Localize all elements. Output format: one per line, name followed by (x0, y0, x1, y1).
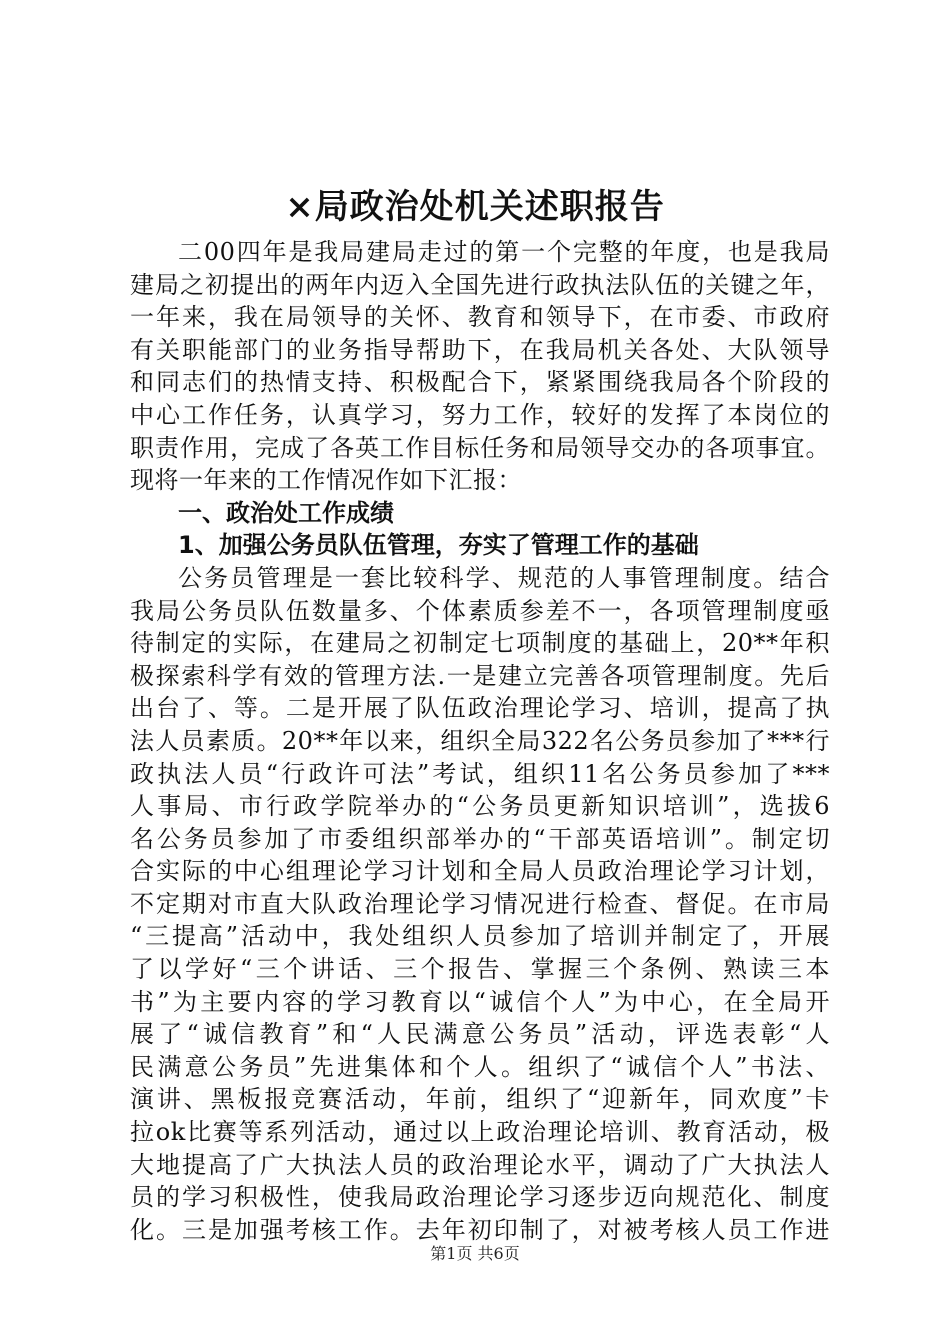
document-title: ×局政治处机关述职报告 (285, 187, 665, 227)
paragraph-line: 我局公务员队伍数量多、个体素质参差不一，各项管理制度亟 (130, 596, 830, 625)
paragraph-line: 法人员素质。20**年以来，组织全局322名公务员参加了***行 (130, 726, 830, 755)
paragraph-line: 展了“诚信教育”和“人民满意公务员”活动，评选表彰“人 (130, 1020, 830, 1049)
paragraph-line: “三提高”活动中，我处组织人员参加了培训并制定了，开展 (130, 922, 830, 951)
paragraph-line: 员的学习积极性，使我局政治理论学习逐步迈向规范化、制度 (130, 1183, 830, 1212)
paragraph-line: 合实际的中心组理论学习计划和全局人员政治理论学习计划， (130, 857, 830, 886)
document-body (130, 236, 830, 1246)
paragraph-line: 名公务员参加了市委组织部举办的“干部英语培训”。制定切 (130, 824, 830, 853)
paragraph-line: 二00四年是我局建局走过的第一个完整的年度，也是我局 (178, 238, 830, 266)
paragraph-line: 拉ok比赛等系列活动，通过以上政治理论培训、教育活动，极 (130, 1118, 830, 1147)
paragraph-line: 大地提高了广大执法人员的政治理论水平，调动了广大执法人 (130, 1150, 830, 1179)
paragraph-line: 不定期对市直大队政治理论学习情况进行检查、督促。在市局 (130, 889, 830, 918)
paragraph-line: 职责作用，完成了各英工作目标任务和局领导交办的各项事宜。 (130, 433, 830, 462)
paragraph-line: 人事局、市行政学院举办的“公务员更新知识培训”，选拔6 (130, 792, 830, 821)
paragraph-line: 待制定的实际，在建局之初制定七项制度的基础上，20**年积 (130, 629, 830, 658)
paragraph-line: 民满意公务员”先进集体和个人。组织了“诚信个人”书法、 (130, 1052, 830, 1081)
section-heading: 一、政治处工作成绩 (178, 498, 394, 527)
paragraph-line: 演讲、黑板报竞赛活动，年前，组织了“迎新年，同欢度”卡 (130, 1085, 830, 1114)
paragraph-line: 书”为主要内容的学习教育以“诚信个人”为中心，在全局开 (130, 987, 830, 1016)
paragraph-line: 极探索科学有效的管理方法.一是建立完善各项管理制度。先后 (130, 661, 830, 690)
paragraph-line: 现将一年来的工作情况作如下汇报： (130, 466, 522, 495)
paragraph-line: 和同志们的热情支持、积极配合下，紧紧围绕我局各个阶段的 (130, 368, 830, 397)
paragraph-line: 建局之初提出的两年内迈入全国先进行政执法队伍的关键之年， (130, 270, 830, 299)
paragraph-line: 有关职能部门的业务指导帮助下，在我局机关各处、大队领导 (130, 335, 830, 364)
paragraph-line: 政执法人员“行政许可法”考试，组织11名公务员参加了*** (130, 759, 830, 788)
paragraph-line: 公务员管理是一套比较科学、规范的人事管理制度。结合 (178, 563, 830, 592)
paragraph-line: 化。三是加强考核工作。去年初印制了，对被考核人员工作进 (130, 1215, 830, 1244)
page-footer: 第1页 共6页 (430, 1244, 520, 1263)
paragraph-line: 一年来，我在局领导的关怀、教育和领导下，在市委、市政府 (130, 303, 830, 332)
paragraph-line: 中心工作任务，认真学习，努力工作，较好的发挥了本岗位的 (130, 400, 830, 429)
paragraph-line: 出台了、等。二是开展了队伍政治理论学习、培训，提高了执 (130, 694, 830, 723)
subsection-heading: 1、加强公务员队伍管理，夯实了管理工作的基础 (178, 531, 699, 560)
paragraph-line: 了以学好“三个讲话、三个报告、掌握三个条例、熟读三本 (130, 955, 830, 984)
